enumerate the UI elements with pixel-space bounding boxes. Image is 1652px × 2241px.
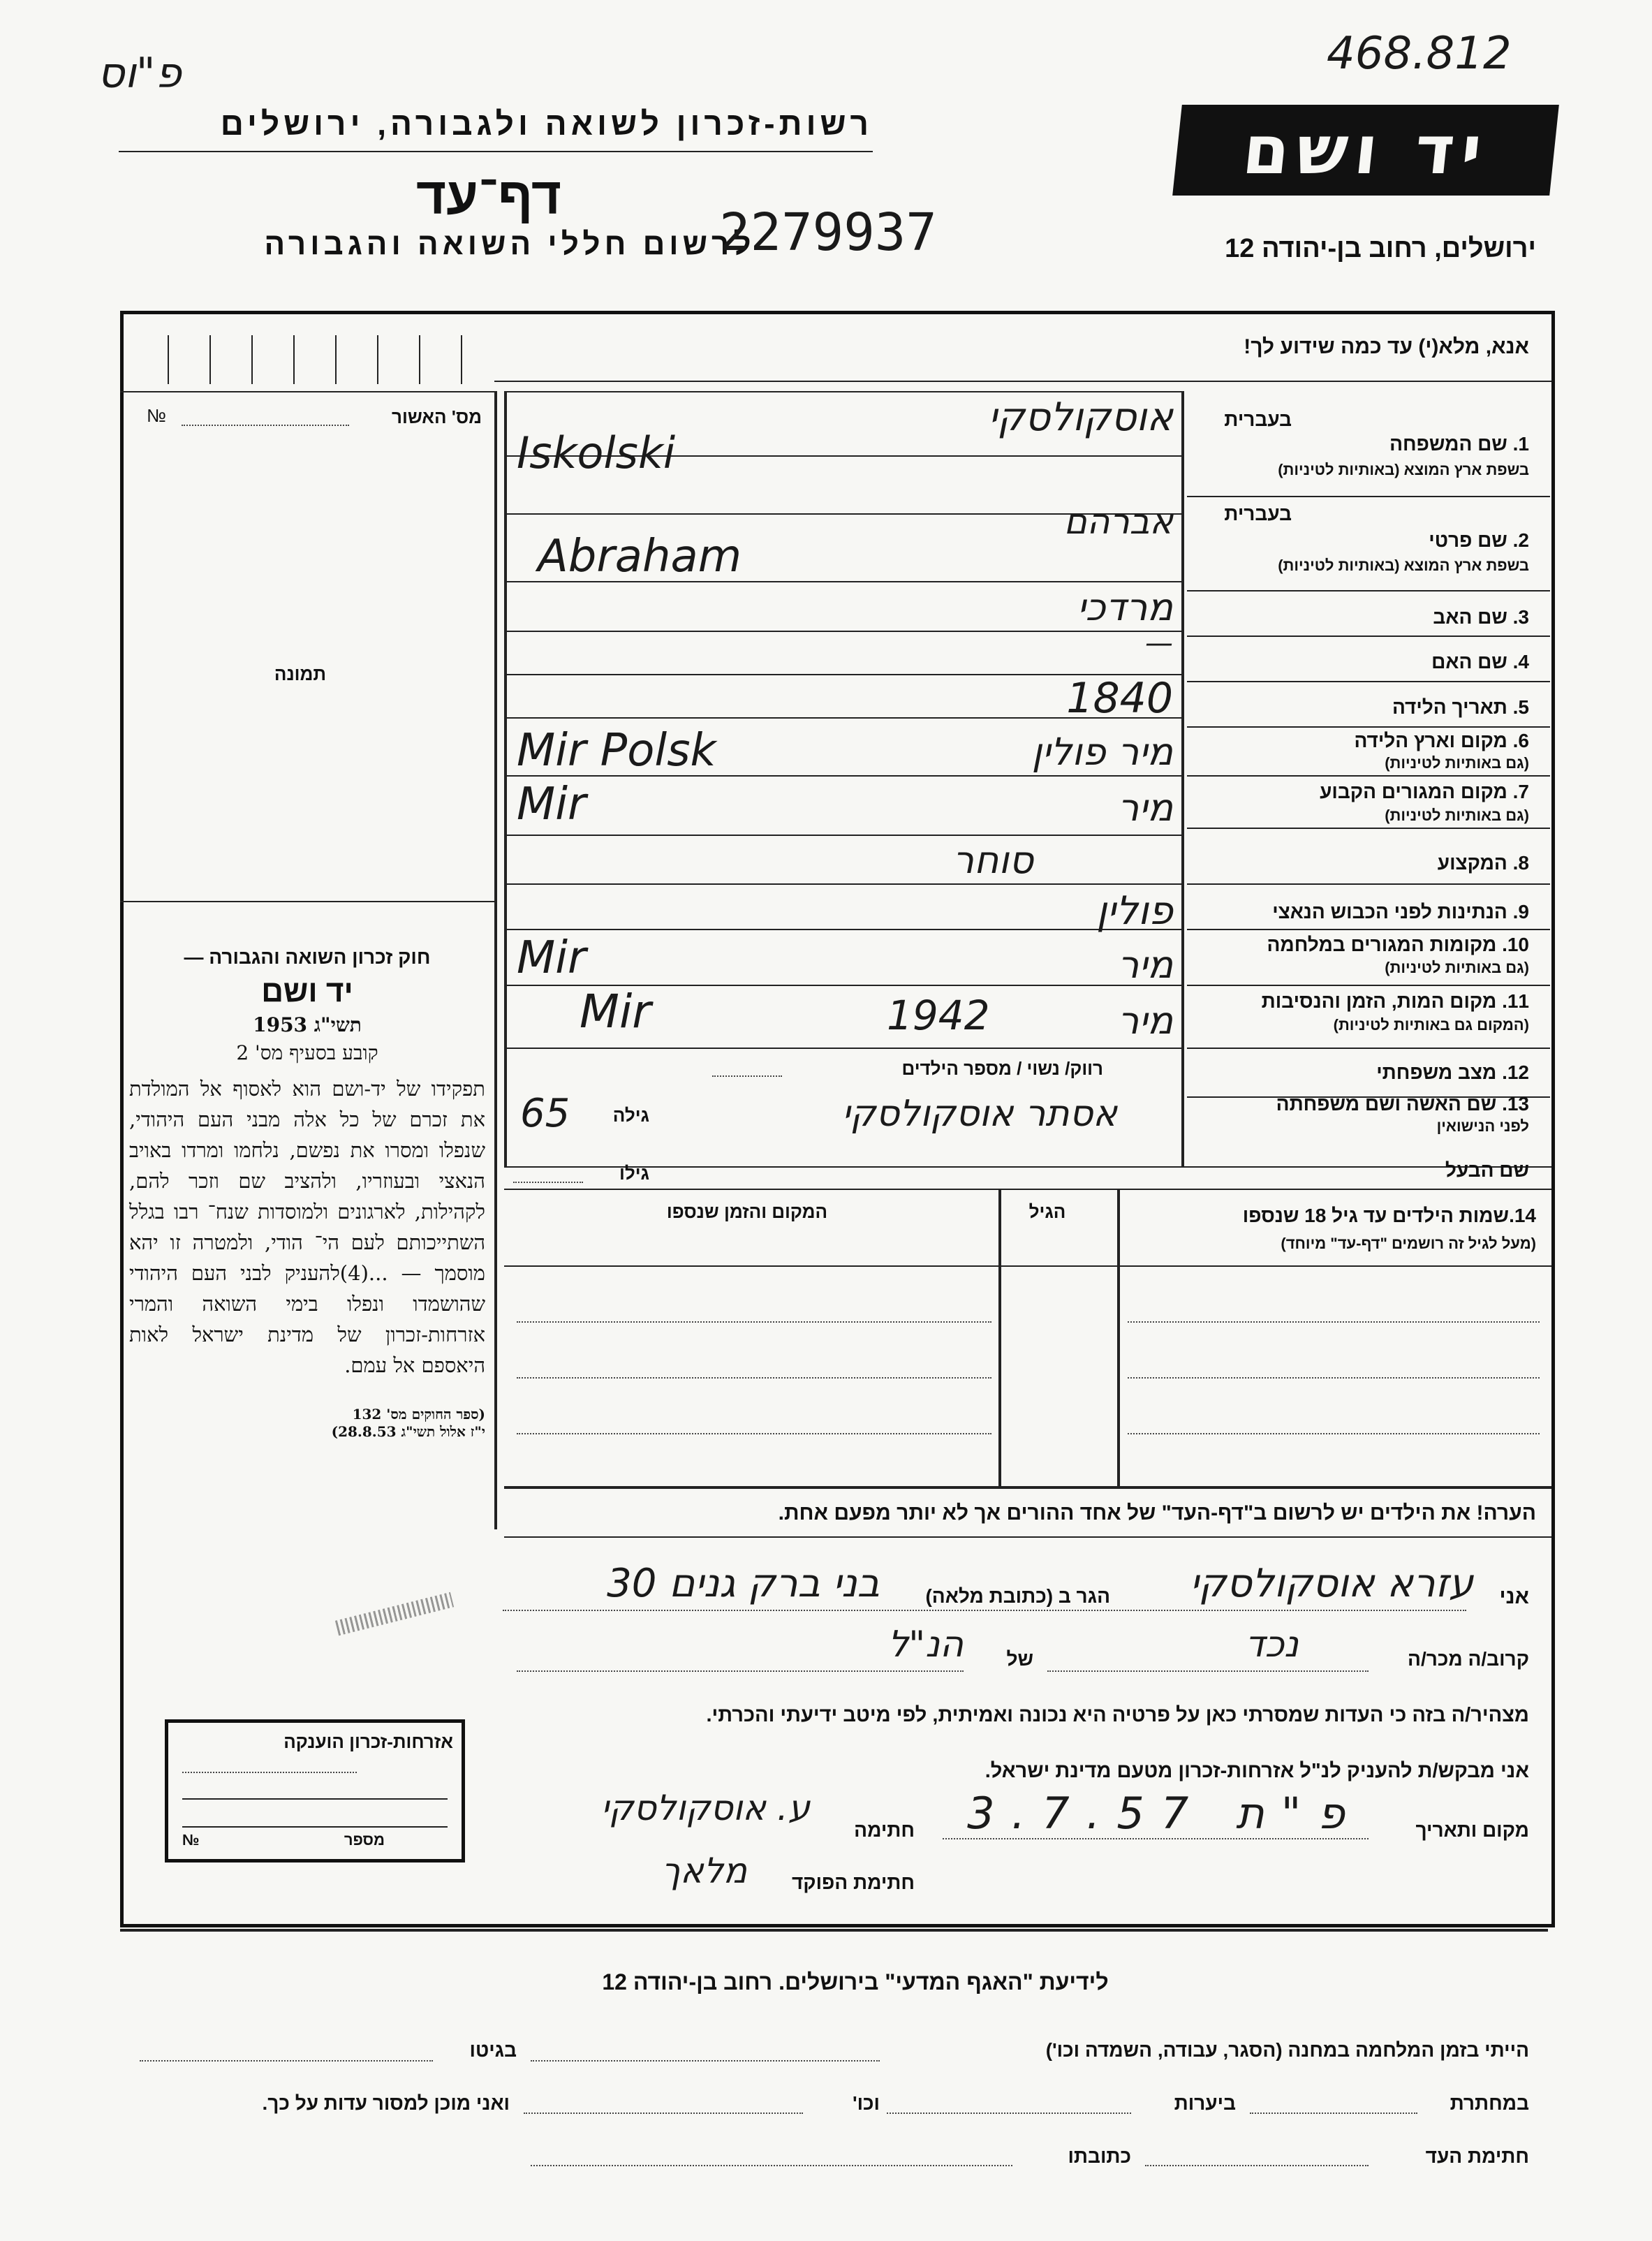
mother-name: — (1145, 627, 1173, 659)
father-name: מרדכי (1077, 585, 1173, 629)
surname-hebrew: אוסקולסקי (988, 395, 1173, 440)
footer-line2d: ואני מוכן למסור עדות על כך. (262, 2092, 510, 2114)
field-6-label: 6. מקום וארץ הלידה (1354, 730, 1529, 751)
form-title: דף־עד (416, 167, 561, 225)
field-5-label: 5. תאריך הלידה (1392, 696, 1529, 718)
law-clause: קובע בסעיף מס' 2 (236, 1041, 378, 1064)
wife-age: 65 (520, 1091, 570, 1136)
birthplace-hebrew: מיר פולין (1031, 730, 1173, 774)
decl-i-label: אני (1499, 1585, 1529, 1608)
law-date: י"ז אלול תשי"ג 28.8.53) (331, 1423, 485, 1440)
citizenship-box (165, 1719, 465, 1862)
field-12-label: 12. מצב משפחתי (1376, 1061, 1529, 1083)
value-column-top (504, 391, 1181, 392)
decl-signature: ע. אוסקולסקי (600, 1788, 810, 1828)
decl-relative-label: קרוב/ה מכר/ה (1408, 1648, 1529, 1670)
field-1-label: 1. שם המשפחה (1389, 433, 1529, 455)
field-1-sub: בשפת ארץ המוצא (באותיות לטיניות) (1278, 461, 1529, 478)
yad-vashem-logo (1172, 105, 1559, 196)
husband-age-line (513, 1182, 583, 1183)
marital-status-options: רווק/ נשוי / מספר הילדים (901, 1058, 1103, 1079)
children-col-age: הגיל (1028, 1201, 1066, 1222)
org-underline (119, 151, 873, 152)
children-sub: (מעל לגיל זה רושמים "דף-עד" מיוחד) (1281, 1235, 1536, 1252)
profession: סוחר (952, 838, 1033, 882)
husband-age-label: גילו (619, 1163, 649, 1184)
law-text: תפקידו של יד-ושם הוא לאסוף אל המולדת את זכרם של כל אלה מבני העם היהודי, שנפלו ומסרו את נפשם, נלחמו ומרדו באויב הנאצי ובעוזריו, ולהציב שם וזכר להם, לקהילות, לארגונים ולמוסדות שנח־ רבו בגלל השתייכותם לעם הי־ הודי, ולמטרה זו יהא מוסמך — ...(4)להעניק לבני העם היהודי שהושמדו ונפלו בימי השואה והמרי אזרחות-זכרון של מדינת ישראל לאות היאספם אל עמם. (129, 1077, 485, 1377)
citizenship-no: № (182, 1831, 200, 1849)
side-top-line (120, 391, 494, 392)
photo-label: תמונה (274, 663, 327, 684)
decl-lives-label: הגר ב (כתובת מלאה) (925, 1585, 1110, 1607)
logo-address: ירושלים, רחוב בן-יהודה 12 (1225, 234, 1536, 263)
stamp-number: 2279937 (719, 203, 937, 263)
wife-age-label: גילה (612, 1105, 649, 1126)
decl-place-date: פ"ת 3.7.57 (967, 1788, 1362, 1839)
decl-of-value: הנ"ל (887, 1624, 964, 1666)
footer-line3b: כתובתו (1068, 2145, 1131, 2167)
field-2-label: 2. שם פרטי (1429, 529, 1529, 551)
decl-address: בני ברק גנים 30 (607, 1561, 880, 1606)
children-label: 14.שמות הילדים עד גיל 18 שנספו (1242, 1205, 1536, 1226)
footer-line1a: הייתי בזמן המלחמה במחנה (הסגר, עבודה, השמדה וכו') (1045, 2039, 1529, 2061)
photo-bottom-line (120, 901, 494, 902)
nationality: פולין (1096, 888, 1173, 934)
firstname-hebrew: אברהם (1063, 501, 1173, 542)
value-column-right-border (1181, 391, 1184, 1166)
side-column-divider (494, 391, 497, 1529)
footer-separator (120, 1929, 1548, 1932)
death-place-latin: Mir (580, 985, 651, 1038)
form-intro: אנא, מלא(י) עד כמה שידוע לך! (1244, 335, 1529, 358)
field-3-label: 3. שם האב (1433, 606, 1529, 628)
field-13-sub: לפני הנישואין (1436, 1117, 1529, 1135)
footer-title: לידיעת "האגף המדעי" בירושלים. רחוב בן-יהודה 12 (602, 1969, 1109, 1994)
field-7-sub: (גם באותיות לטיניות) (1385, 807, 1529, 824)
birth-date: 1840 (1066, 674, 1173, 723)
decl-relation: נכד (1245, 1624, 1299, 1666)
value-column-left-border (504, 391, 507, 1166)
law-block (129, 946, 485, 1441)
children-table-bottom (504, 1486, 1551, 1489)
form-subtitle: לרשום חללי השואה והגבורה (264, 227, 755, 261)
field-11-sub: (המקום גם באותיות לטיניות) (1333, 1016, 1529, 1034)
death-year: 1942 (887, 992, 990, 1039)
approval-line (182, 425, 349, 426)
field-9-label: 9. הנתינות לפני הכבוש הנאצי (1272, 901, 1529, 923)
field-2-sub: בשפת ארץ המוצא (באותיות לטיניות) (1278, 557, 1529, 574)
husband-label: שם הבעל (1445, 1159, 1529, 1181)
footer-line2b: ביערות (1174, 2092, 1236, 2114)
hebrew-label-2: בעברית (1224, 503, 1292, 524)
wife-name: אסתר אוסקולסקי (841, 1093, 1117, 1135)
citizenship-title: אזרחות-זכרון הוענקה (283, 1731, 453, 1752)
decl-request: אני מבקש/ת להעניק לנ"ל אזרחות-זכרון מטעם מדינת ישראל. (984, 1760, 1529, 1782)
logo-text: יד ושם (1239, 111, 1493, 189)
surname-latin: Iskolski (517, 427, 676, 478)
field-13-label: 13. שם האשה ושם משפחתה (1276, 1093, 1529, 1115)
field-10-sub: (גם באותיות לטיניות) (1385, 959, 1529, 976)
field-11-label: 11. מקום המות, הזמן והנסיבות (1261, 990, 1529, 1012)
birthplace-latin: Mir Polsk (517, 725, 716, 777)
org-line: רשות-זכרון לשואה ולגבורה, ירושלים (220, 105, 873, 142)
footer-line1b: בגיטו (469, 2039, 517, 2061)
footer-line2a: במחתרת (1450, 2092, 1529, 2114)
field-6-sub: (גם באותיות לטיניות) (1385, 754, 1529, 772)
decl-place-date-label: מקום ותאריך (1415, 1819, 1529, 1841)
residence-hebrew: מיר (1117, 786, 1173, 830)
approval-no: № (147, 405, 166, 426)
decl-official: מלאך (661, 1851, 747, 1891)
approval-label: מס' האשור (392, 406, 482, 427)
decl-signature-label: חתימה (854, 1819, 915, 1841)
field-10-label: 10. מקומות המגורים במלחמה (1267, 934, 1529, 955)
children-col-place: המקום והזמן שנספו (666, 1201, 828, 1222)
hebrew-label-1: בעברית (1224, 409, 1292, 430)
intro-underline (494, 381, 1551, 382)
handwritten-note: פ"וס (97, 49, 182, 98)
field-4-label: 4. שם האם (1431, 651, 1529, 673)
children-table-top (504, 1189, 1551, 1190)
firstname-latin: Abraham (538, 531, 742, 582)
residence-latin: Mir (517, 779, 587, 830)
wartime-residence-hebrew: מיר (1117, 943, 1173, 987)
children-count-line (712, 1075, 782, 1077)
law-source: (ספר החוקים מס' 132 (352, 1406, 485, 1423)
decl-of-label: של (1006, 1648, 1033, 1670)
approval-tick-boxes (154, 335, 489, 384)
law-year: תשי"ג 1953 (253, 1013, 362, 1036)
law-title: חוק זכרון השואה והגבורה — (184, 946, 431, 968)
citizenship-number-label: מספר (344, 1831, 385, 1849)
wartime-residence-latin: Mir (517, 932, 587, 984)
decl-statement: מצהיר/ה בזה כי העדות שמסרתי כאן על פרטיה היא נכונה ואמיתית, לפי מיטב ידיעתי והכרתי. (706, 1704, 1529, 1726)
footer-line3a: חתימת העד (1425, 2145, 1529, 2167)
archive-number: 468.812 (1327, 28, 1512, 80)
decl-i-value: עזרא אוסקולסקי (1190, 1561, 1473, 1606)
death-place-hebrew: מיר (1117, 999, 1173, 1043)
law-name: יד ושם (261, 974, 353, 1008)
footer-line2c: וכו' (852, 2092, 880, 2114)
form-note: הערה! את הילדים יש לרשום ב"דף-העד" של אחד ההורים אך לא יותר מפעם אחת. (778, 1501, 1536, 1524)
decl-official-label: חתימת הפוקד (791, 1872, 915, 1893)
field-8-label: 8. המקצוע (1437, 852, 1529, 874)
field-7-label: 7. מקום המגורים הקבוע (1320, 781, 1529, 802)
